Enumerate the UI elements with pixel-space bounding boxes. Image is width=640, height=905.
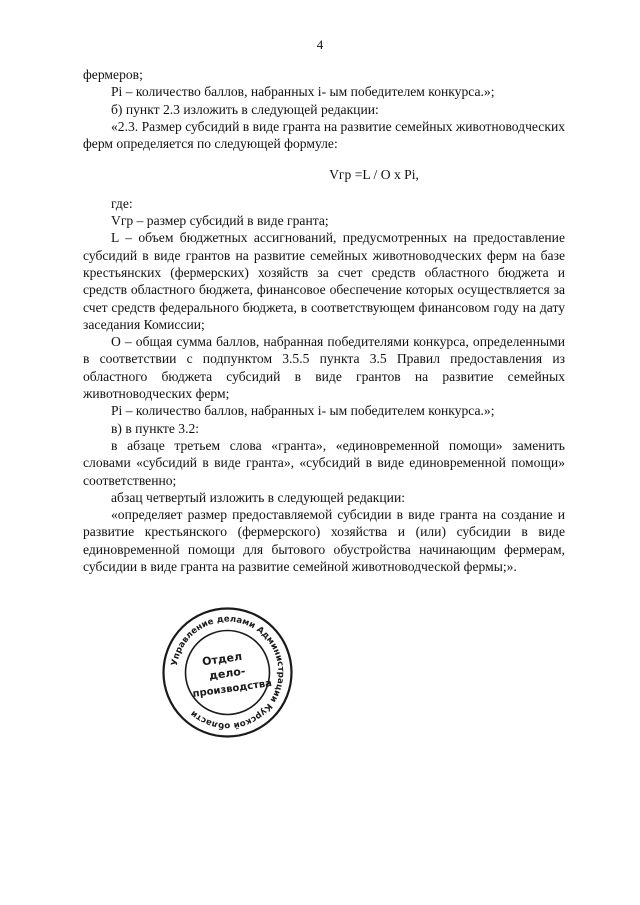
paragraph-item-b: б) пункт 2.3 изложить в следующей редакции:: [111, 101, 379, 117]
office-stamp: [160, 605, 295, 740]
paragraph-clause-2-3: «2.3. Размер субсидий в виде гранта на развитие семейных животноводческих ферм определяется по следующей формуле:: [83, 118, 566, 152]
formula: Vгр =L / O x Pi,: [329, 167, 419, 183]
document-body: [83, 66, 565, 575]
paragraph-continuation: фермеров;: [83, 67, 143, 82]
stamp-ring-text: Управление делами Администрации Курской области: [169, 614, 286, 731]
stamp-center-line-1: Отдел: [201, 649, 243, 669]
paragraph-l-definition: L – объем бюджетных ассигнований, предусмотренных на предоставление субсидий в виде грантов на развитие семейных животноводческих ферм на базе крестьянских (фермерских) хозяйств за счет средств областного бюджета и средств областного бюджета, финансовое обеспечение которых осуществляется за счет средств федерального бюджета, в соответствующем финансовом году на дату заседания Комиссии;: [83, 230, 565, 332]
paragraph-where: где:: [111, 195, 133, 211]
paragraph-pi-definition-2: Pi – количество баллов, набранных i- ым победителем конкурса.»;: [111, 403, 495, 419]
paragraph-pi-definition: Pi – количество баллов, набранных i- ым победителем конкурса.»;: [111, 84, 495, 100]
paragraph-abzac-4-intro: абзац четвертый изложить в следующей редакции:: [111, 489, 406, 505]
stamp-graphic: [160, 605, 295, 740]
stamp-center-line-3: производства: [192, 677, 273, 700]
paragraph-abzac-4-text: «определяет размер предоставляемой субсидии в виде гранта на создание и развитие крестьянского (фермерского) хозяйства и (или) субсидии в виде единовременной помощи для бытового обустройства начинающим фермерам, субсидии в виде гранта на развитие семейной животноводческой фермы;».: [83, 507, 565, 575]
stamp-center-line-2: дело-: [208, 664, 247, 683]
paragraph-vgr-definition: Vгр – размер субсидий в виде гранта;: [111, 213, 329, 229]
paragraph-abzac-3: в абзаце третьем слова «гранта», «единовременной помощи» заменить словами «субсидий в виде гранта», «субсидий в виде единовременной помощи» соответственно;: [83, 437, 565, 488]
paragraph-o-definition: O – общая сумма баллов, набранная победителями конкурса, определенными в соответствии с подпунктом 3.5.5 пункта 3.5 Правил предоставления из областного бюджета субсидий в виде грантов на развитие семейных животноводческих ферм;: [83, 334, 565, 402]
paragraph-item-v: в) в пункте 3.2:: [111, 420, 200, 436]
page-number: 4: [316, 37, 324, 52]
